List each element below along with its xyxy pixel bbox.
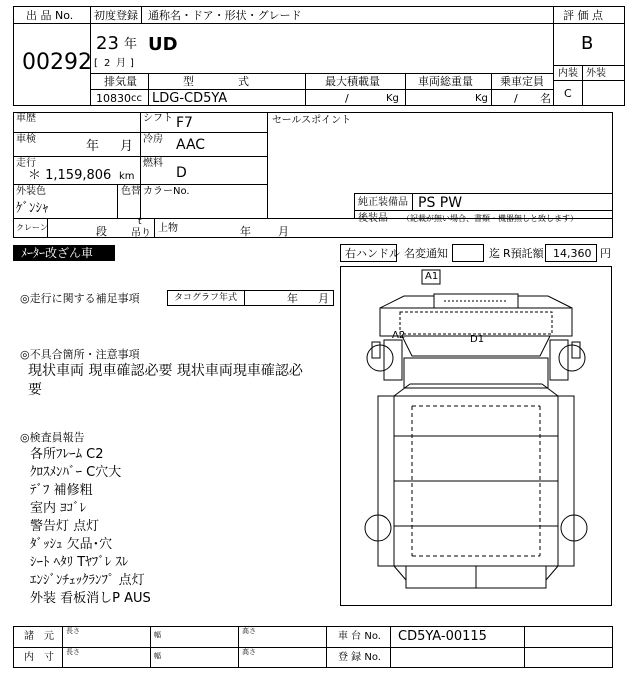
- chassis-no-label: 車 台 No.: [338, 631, 381, 642]
- inspector-item: 外装 看板消しP AUS: [30, 591, 151, 606]
- mileage-unit: km: [119, 171, 135, 182]
- shift-value: F7: [176, 115, 193, 131]
- gross-weight-label: 車両総重量: [418, 75, 473, 88]
- genuine-equipment-value: PS PW: [418, 195, 463, 211]
- chassis-no-value: CD5YA-00115: [398, 629, 487, 644]
- gross-weight-unit: Kg: [475, 93, 488, 104]
- exterior-color-label: 外装色: [16, 186, 46, 197]
- aftermarket-label: 後装品: [358, 213, 388, 224]
- tachograph-label: タコグラフ年式: [174, 293, 238, 303]
- genuine-equipment-label: 純正装備品: [358, 197, 408, 208]
- inspector-item: 室内 ﾖｺﾞﾚ: [30, 501, 87, 516]
- inspector-item: 警告灯 点灯: [30, 519, 100, 534]
- tachograph-month-unit: 月: [318, 292, 329, 305]
- exterior-color-value: ｹﾞﾝｼｬ: [16, 201, 49, 216]
- crane-hook-t: t: [138, 217, 142, 227]
- height-label: 高さ: [242, 627, 256, 635]
- inspection-year-unit: 年: [86, 139, 100, 154]
- name-change-label: 名変通知: [404, 247, 448, 260]
- inspector-item: ｸﾛｽﾒﾝﾊﾞｰ C穴大: [30, 465, 122, 480]
- inspector-item: ｼｰﾄ ﾍﾀﾘ Tﾔﾌﾞﾚ ｽﾚ: [30, 555, 129, 570]
- capacity-label: 乗車定員: [500, 75, 544, 88]
- inspector-item: 各所ﾌﾚｰﾑ C2: [30, 447, 104, 462]
- capacity-unit: 名: [540, 92, 551, 105]
- inspector-item: ｴﾝｼﾞﾝﾁｪｯｸﾗﾝﾌﾟ 点灯: [30, 573, 145, 588]
- model-name-label: 通称名・ドア・形状・グレード: [148, 9, 302, 22]
- max-load-unit: Kg: [386, 93, 399, 104]
- interior-grade: C: [564, 87, 572, 100]
- cab-right-corner: [518, 296, 572, 308]
- lot-no-label: 出 品 No.: [26, 9, 74, 22]
- deadline-mark: 迄: [489, 247, 500, 260]
- right-hand-label: 右ハンドル: [345, 247, 400, 260]
- defects-line-1: 現状車両 現車確認必要 現状車両現車確認必: [28, 363, 303, 379]
- displacement-unit: cc: [131, 93, 142, 104]
- crane-hook-label: 吊り: [131, 228, 151, 239]
- height-label: 高さ: [242, 648, 256, 656]
- interior-dims-label: 内 寸: [24, 652, 54, 663]
- defects-label: ◎不具合箇所・注意事項: [20, 348, 140, 361]
- color-no-label: カラーNo.: [143, 186, 190, 197]
- windshield: [400, 312, 552, 334]
- mark-a1: A1: [425, 271, 439, 282]
- length-label: 長さ: [66, 648, 80, 656]
- meter-tampered-text: ﾒｰﾀｰ改ざん車: [21, 246, 94, 260]
- inspection-label: 車検: [16, 134, 36, 145]
- model-code-label: 型 式: [183, 75, 249, 88]
- inspector-item: ﾃﾞﾌ 補修粗: [30, 483, 93, 498]
- registration-month: 2: [104, 58, 111, 69]
- registration-month-unit: 月: [116, 58, 126, 69]
- body-fit-label: 上物: [158, 223, 178, 234]
- registration-no-label: 登 録 No.: [338, 652, 381, 663]
- color-change-label: 色替: [121, 186, 141, 197]
- cab-left-corner: [380, 296, 434, 308]
- left-mirror: [372, 342, 380, 358]
- inspection-month-unit: 月: [120, 139, 134, 154]
- aftermarket-note: （記載が無い場合、書類・機器無しと致します）: [402, 214, 578, 223]
- inspector-label: ◎検査員報告: [20, 431, 85, 444]
- rating-score: B: [581, 33, 594, 54]
- model-name: UD: [148, 34, 178, 55]
- ac-label: 冷房: [143, 134, 163, 145]
- body-fit-year-unit: 年: [240, 225, 251, 238]
- tachograph-year-unit: 年: [287, 292, 298, 305]
- max-load-label: 最大積載量: [325, 75, 380, 88]
- mark-d1: D1: [470, 334, 485, 345]
- first-registration-label: 初度登録: [94, 9, 138, 22]
- name-change-box: [452, 244, 484, 262]
- mark-a2: A2: [392, 330, 406, 341]
- dimensions-label: 諸 元: [24, 631, 54, 642]
- registration-year-unit: 年: [124, 37, 138, 52]
- displacement-label: 排気量: [104, 75, 137, 88]
- exterior-label: 外装: [586, 68, 606, 79]
- defects-line-2: 要: [28, 382, 42, 398]
- interior-label: 内装: [558, 68, 578, 79]
- body-fit-month-unit: 月: [278, 225, 289, 238]
- width-label: 幅: [154, 652, 161, 660]
- meter-tampered-banner: [13, 245, 115, 261]
- ac-value: AAC: [176, 137, 206, 153]
- r-deposit-value: 14,360: [553, 247, 592, 260]
- registration-year: 23: [96, 33, 119, 54]
- rating-label: 評 価 点: [563, 9, 603, 22]
- truck-diagram: [340, 266, 612, 606]
- right-mirror: [572, 342, 580, 358]
- crane-stage-unit: 段: [96, 225, 107, 238]
- r-deposit-unit: 円: [600, 247, 611, 260]
- driving-notes-label: ◎走行に関する補足事項: [20, 292, 140, 305]
- history-label: 車歴: [16, 113, 36, 124]
- crane-label: クレーン: [16, 223, 48, 232]
- mileage-value: ＊ 1,159,806: [28, 168, 112, 183]
- mileage-label: 走行: [16, 158, 36, 169]
- fuel-label: 燃料: [143, 158, 163, 169]
- sales-point-label: セールスポイント: [272, 115, 352, 126]
- shift-label: シフト: [143, 113, 173, 124]
- width-label: 幅: [154, 631, 161, 639]
- r-deposit-label: R預託額: [503, 247, 544, 260]
- capacity-slash: /: [514, 92, 518, 105]
- model-code-value: LDG-CD5YA: [152, 91, 228, 106]
- displacement-value: 10830: [96, 92, 131, 105]
- lot-number: 00292: [22, 50, 92, 75]
- max-load-slash: /: [345, 92, 349, 105]
- fuel-value: D: [176, 165, 187, 181]
- inspector-item: ﾀﾞｯｼｭ 欠品･穴: [30, 537, 113, 552]
- length-label: 長さ: [66, 627, 80, 635]
